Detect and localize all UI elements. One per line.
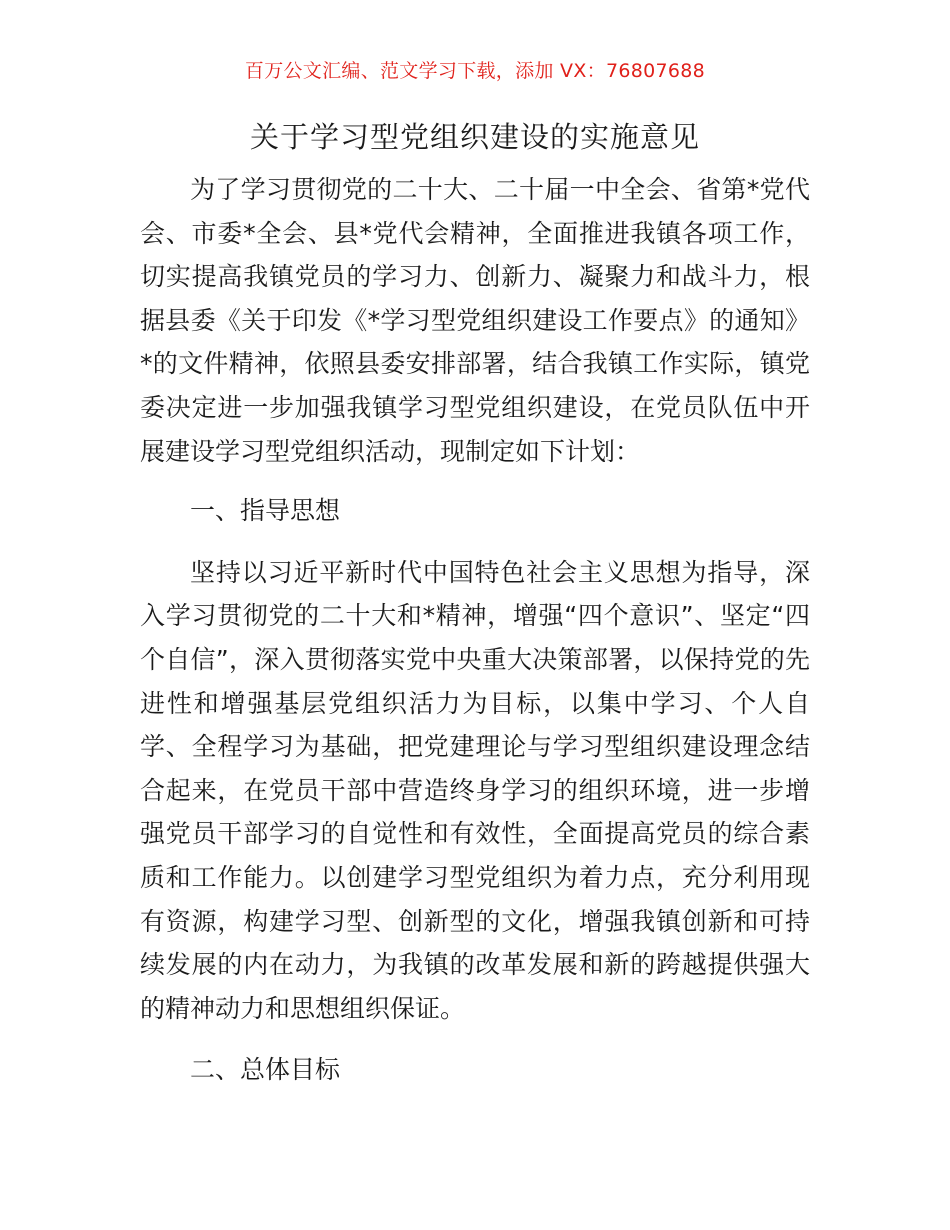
document-body <box>140 168 810 1092</box>
page-title: 关于学习型党组织建设的实施意见 <box>249 120 700 154</box>
intro-paragraph: 为了学习贯彻党的二十大、二十届一中全会、省第*党代会、市委*全会、县*党代会精神，全面推进我镇各项工作，切实提高我镇党员的学习力、创新力、凝聚力和战斗力，根据县委《关于印发《*学习型党组织建设工作要点》的通知》*的文件精神，依照县委安排部署，结合我镇工作实际，镇党委决定进一步加强我镇学习型党组织建设，在党员队伍中开展建设学习型党组织活动，现制定如下计划： <box>140 175 810 466</box>
section-heading-overall-goal: 二、总体目标 <box>190 1055 341 1085</box>
section-heading-guiding-ideology: 一、指导思想 <box>190 496 341 526</box>
header-banner: 百万公文汇编、范文学习下载，添加 VX：76807688 <box>244 60 706 82</box>
section-body-guiding-ideology: 坚持以习近平新时代中国特色社会主义思想为指导，深入学习贯彻党的二十大和*精神，增强“四个意识”、坚定“四个自信”，深入贯彻落实党中央重大决策部署，以保持党的先进性和增强基层党组织活力为目标，以集中学习、个人自学、全程学习为基础，把党建理论与学习型组织建设理念结合起来，在党员干部中营造终身学习的组织环境，进一步增强党员干部学习的自觉性和有效性，全面提高党员的综合素质和工作能力。以创建学习型党组织为着力点，充分利用现有资源，构建学习型、创新型的文化，增强我镇创新和可持续发展的内在动力，为我镇的改革发展和新的跨越提供强大的精神动力和思想组织保证。 <box>140 557 810 1023</box>
